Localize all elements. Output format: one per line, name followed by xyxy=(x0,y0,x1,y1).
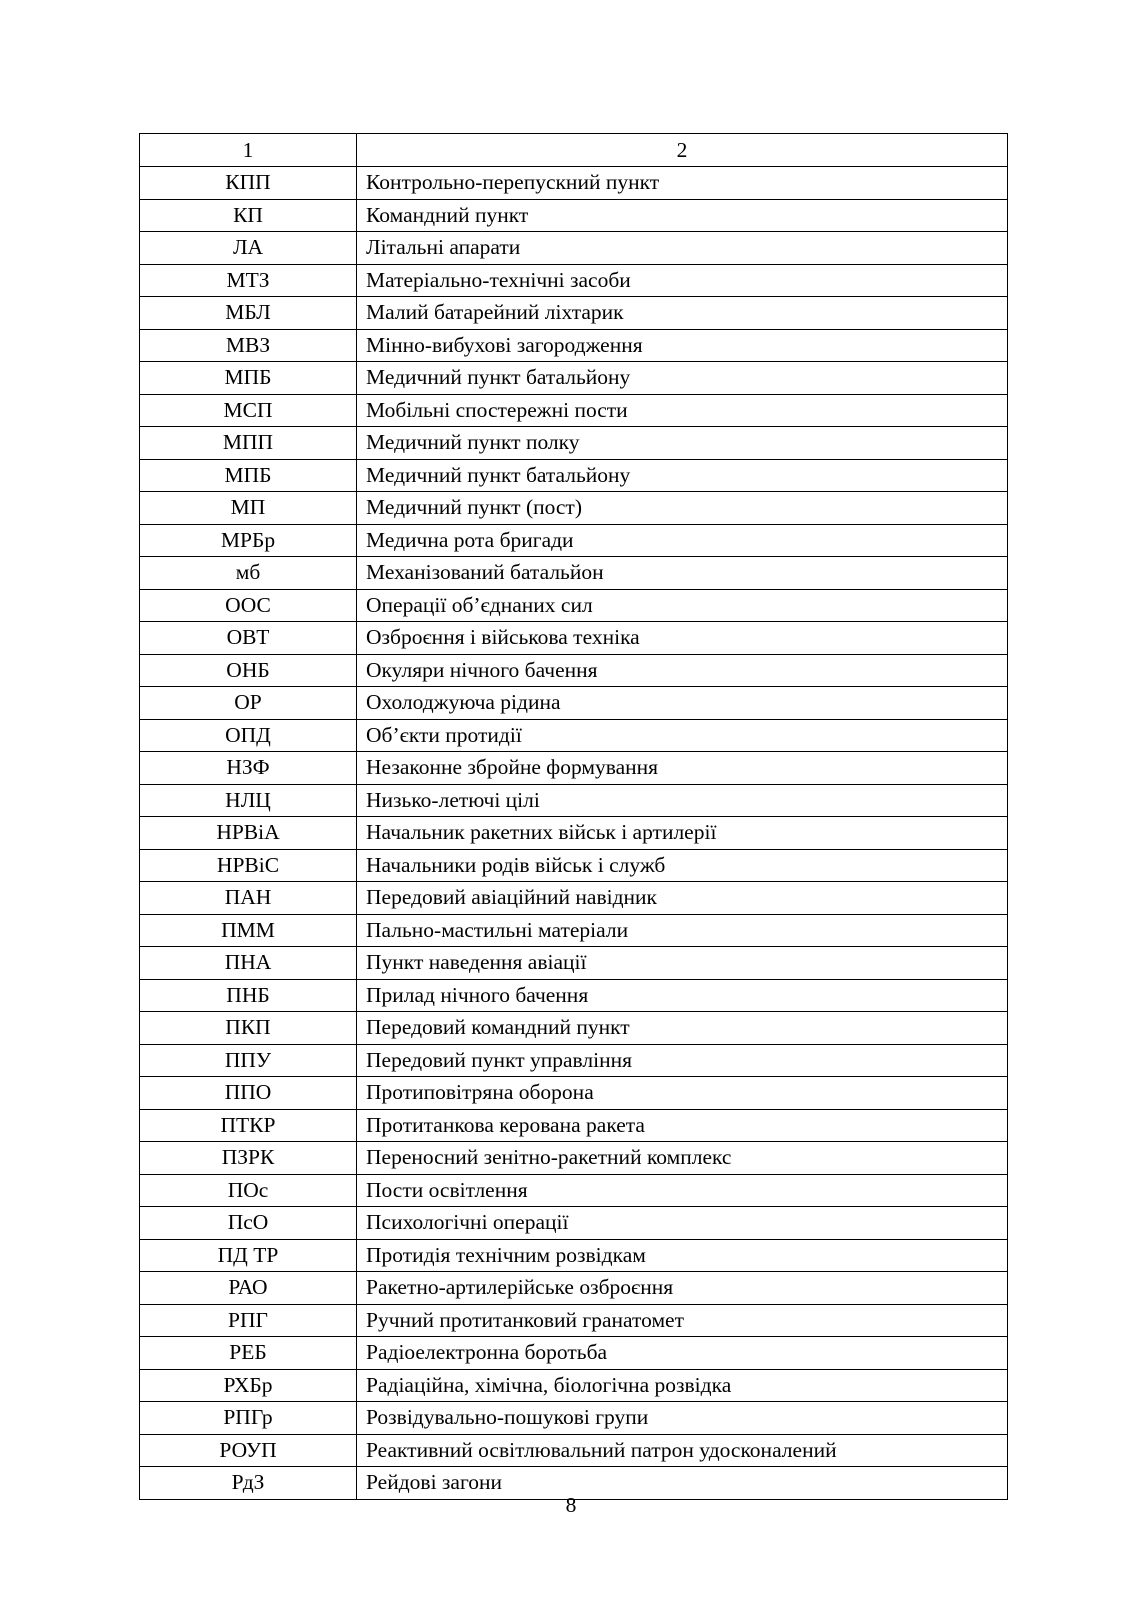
cell-description: Пости освітлення xyxy=(357,1174,1008,1207)
table-row xyxy=(140,1109,1008,1142)
cell-description: Літальні апарати xyxy=(357,232,1008,265)
cell-abbreviation: ОПД xyxy=(140,719,357,752)
cell-abbreviation: ПЗРК xyxy=(140,1142,357,1175)
cell-description: Медичний пункт (пост) xyxy=(357,492,1008,525)
cell-abbreviation: РЕБ xyxy=(140,1337,357,1370)
table-row xyxy=(140,719,1008,752)
cell-abbreviation: ПсО xyxy=(140,1207,357,1240)
cell-abbreviation: ОР xyxy=(140,687,357,720)
cell-abbreviation: ПАН xyxy=(140,882,357,915)
table-row xyxy=(140,459,1008,492)
column-header-description: 2 xyxy=(357,134,1008,167)
table-row xyxy=(140,394,1008,427)
cell-description: Передовий пункт управління xyxy=(357,1044,1008,1077)
table-header xyxy=(140,134,1008,167)
table-row xyxy=(140,1272,1008,1305)
table-row xyxy=(140,979,1008,1012)
cell-abbreviation: ПММ xyxy=(140,914,357,947)
cell-abbreviation: МВЗ xyxy=(140,329,357,362)
cell-abbreviation: мб xyxy=(140,557,357,590)
abbreviations-table xyxy=(139,133,1008,1500)
table-body xyxy=(140,167,1008,1500)
cell-abbreviation: ПКП xyxy=(140,1012,357,1045)
column-header-abbreviation: 1 xyxy=(140,134,357,167)
cell-description: Психологічні операції xyxy=(357,1207,1008,1240)
cell-description: Радіоелектронна боротьба xyxy=(357,1337,1008,1370)
cell-description: Операції об’єднаних сил xyxy=(357,589,1008,622)
cell-description: Озброєння і військова техніка xyxy=(357,622,1008,655)
table-row xyxy=(140,1402,1008,1435)
cell-description: Ручний протитанковий гранатомет xyxy=(357,1304,1008,1337)
table-row xyxy=(140,914,1008,947)
cell-abbreviation: ППО xyxy=(140,1077,357,1110)
cell-description: Медичний пункт батальйону xyxy=(357,362,1008,395)
abbreviations-table-container xyxy=(139,133,1007,1500)
cell-description: Мобільні спостережні пости xyxy=(357,394,1008,427)
table-row xyxy=(140,557,1008,590)
table-row xyxy=(140,492,1008,525)
cell-description: Мінно-вибухові загородження xyxy=(357,329,1008,362)
cell-description: Прилад нічного бачення xyxy=(357,979,1008,1012)
cell-abbreviation: МТЗ xyxy=(140,264,357,297)
table-row xyxy=(140,297,1008,330)
cell-description: Рейдові загони xyxy=(357,1467,1008,1500)
table-row xyxy=(140,1337,1008,1370)
table-row xyxy=(140,1434,1008,1467)
table-row xyxy=(140,329,1008,362)
table-row xyxy=(140,1304,1008,1337)
table-row xyxy=(140,199,1008,232)
cell-abbreviation: НЛЦ xyxy=(140,784,357,817)
cell-abbreviation: РПГ xyxy=(140,1304,357,1337)
cell-description: Механізований батальйон xyxy=(357,557,1008,590)
cell-abbreviation: РОУП xyxy=(140,1434,357,1467)
page-number: 8 xyxy=(565,1493,577,1517)
cell-description: Розвідувально-пошукові групи xyxy=(357,1402,1008,1435)
cell-abbreviation: МПБ xyxy=(140,459,357,492)
table-row xyxy=(140,1239,1008,1272)
table-row xyxy=(140,752,1008,785)
cell-abbreviation: ОВТ xyxy=(140,622,357,655)
cell-abbreviation: ООС xyxy=(140,589,357,622)
cell-description: Переносний зенітно-ракетний комплекс xyxy=(357,1142,1008,1175)
cell-description: Медичний пункт полку xyxy=(357,427,1008,460)
cell-abbreviation: ПД ТР xyxy=(140,1239,357,1272)
cell-abbreviation: ПОс xyxy=(140,1174,357,1207)
cell-abbreviation: КПП xyxy=(140,167,357,200)
table-row xyxy=(140,589,1008,622)
cell-description: Протиповітряна оборона xyxy=(357,1077,1008,1110)
cell-abbreviation: ППУ xyxy=(140,1044,357,1077)
table-row xyxy=(140,264,1008,297)
cell-abbreviation: МСП xyxy=(140,394,357,427)
cell-abbreviation: НЗФ xyxy=(140,752,357,785)
cell-description: Медична рота бригади xyxy=(357,524,1008,557)
table-row xyxy=(140,1142,1008,1175)
cell-description: Малий батарейний ліхтарик xyxy=(357,297,1008,330)
cell-description: Об’єкти протидії xyxy=(357,719,1008,752)
table-row xyxy=(140,232,1008,265)
cell-abbreviation: ПНА xyxy=(140,947,357,980)
cell-abbreviation: НРВіА xyxy=(140,817,357,850)
cell-description: Начальники родів військ і служб xyxy=(357,849,1008,882)
cell-abbreviation: РПГр xyxy=(140,1402,357,1435)
cell-abbreviation: КП xyxy=(140,199,357,232)
cell-abbreviation: ОНБ xyxy=(140,654,357,687)
table-row xyxy=(140,784,1008,817)
cell-description: Контрольно-перепускний пункт xyxy=(357,167,1008,200)
cell-description: Командний пункт xyxy=(357,199,1008,232)
table-row xyxy=(140,622,1008,655)
table-row xyxy=(140,1012,1008,1045)
cell-description: Пункт наведення авіації xyxy=(357,947,1008,980)
cell-description: Передовий командний пункт xyxy=(357,1012,1008,1045)
table-row xyxy=(140,362,1008,395)
cell-description: Незаконне збройне формування xyxy=(357,752,1008,785)
table-header-row xyxy=(140,134,1008,167)
cell-description: Протитанкова керована ракета xyxy=(357,1109,1008,1142)
table-row xyxy=(140,654,1008,687)
cell-description: Протидія технічним розвідкам xyxy=(357,1239,1008,1272)
cell-description: Охолоджуюча рідина xyxy=(357,687,1008,720)
table-row xyxy=(140,1207,1008,1240)
table-row xyxy=(140,1369,1008,1402)
cell-abbreviation: ЛА xyxy=(140,232,357,265)
cell-description: Передовий авіаційний навідник xyxy=(357,882,1008,915)
cell-description: Ракетно-артилерійське озброєння xyxy=(357,1272,1008,1305)
table-row xyxy=(140,1174,1008,1207)
table-row xyxy=(140,524,1008,557)
cell-description: Окуляри нічного бачення xyxy=(357,654,1008,687)
cell-abbreviation: МПБ xyxy=(140,362,357,395)
cell-abbreviation: МПП xyxy=(140,427,357,460)
cell-abbreviation: РАО xyxy=(140,1272,357,1305)
cell-abbreviation: МП xyxy=(140,492,357,525)
cell-description: Начальник ракетних військ і артилерії xyxy=(357,817,1008,850)
cell-abbreviation: РХБр xyxy=(140,1369,357,1402)
table-row xyxy=(140,882,1008,915)
table-row xyxy=(140,849,1008,882)
table-row xyxy=(140,427,1008,460)
cell-abbreviation: РдЗ xyxy=(140,1467,357,1500)
table-row xyxy=(140,817,1008,850)
table-row xyxy=(140,687,1008,720)
cell-abbreviation: МРБр xyxy=(140,524,357,557)
table-row xyxy=(140,1044,1008,1077)
cell-abbreviation: НРВіС xyxy=(140,849,357,882)
table-row xyxy=(140,1077,1008,1110)
cell-description: Низько-летючі цілі xyxy=(357,784,1008,817)
table-row xyxy=(140,947,1008,980)
cell-description: Реактивний освітлювальний патрон удосконалений xyxy=(357,1434,1008,1467)
cell-description: Матеріально-технічні засоби xyxy=(357,264,1008,297)
cell-description: Медичний пункт батальйону xyxy=(357,459,1008,492)
cell-abbreviation: ПТКР xyxy=(140,1109,357,1142)
cell-abbreviation: ПНБ xyxy=(140,979,357,1012)
table-row xyxy=(140,167,1008,200)
cell-abbreviation: МБЛ xyxy=(140,297,357,330)
cell-description: Радіаційна, хімічна, біологічна розвідка xyxy=(357,1369,1008,1402)
cell-description: Пально-мастильні матеріали xyxy=(357,914,1008,947)
